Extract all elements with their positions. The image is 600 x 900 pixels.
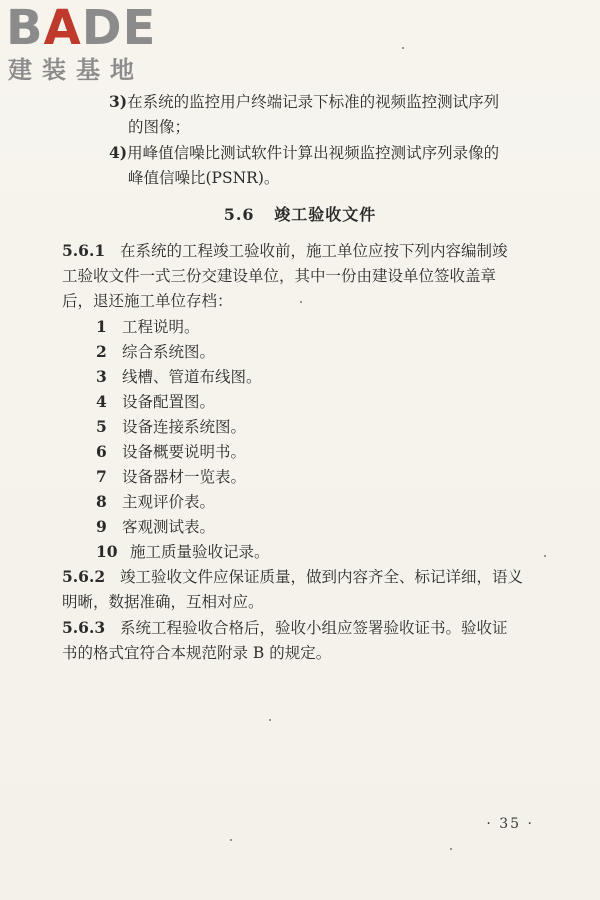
intro-item-3-line2: 的图像； [128, 118, 191, 136]
section-number: 5.6 [223, 205, 255, 224]
scan-speck [544, 555, 546, 557]
logo-subtitle: 建装基地 [8, 56, 144, 84]
bade-logo [6, 0, 176, 86]
scan-speck [230, 839, 232, 841]
clause-562-line2: 明晰，数据准确，互相对应。 [62, 593, 264, 611]
clause-563-line1: 5.6.3 系统工程验收合格后，验收小组应签署验收证书。验收证 [62, 618, 508, 637]
clause-563-number: 5.6.3 [62, 618, 106, 637]
clause-561-line1: 5.6.1 在系统的工程竣工验收前，施工单位应按下列内容编制竣 [62, 241, 508, 260]
clause-562-number: 5.6.2 [62, 567, 106, 586]
page-number: · 35 · [486, 816, 534, 832]
intro-item-4-line1: 4)用峰值信噪比测试软件计算出视频监控测试序列录像的 [109, 143, 500, 162]
scan-speck [450, 848, 452, 850]
intro-item-3-line1: 3)在系统的监控用户终端记录下标准的视频监控测试序列 [109, 92, 500, 111]
section-title: 竣工验收文件 [274, 205, 377, 224]
clause-562-line1: 5.6.2 竣工验收文件应保证质量，做到内容齐全、标记详细，语义 [62, 567, 523, 586]
clause-563-line2: 书的格式宜符合本规范附录 B 的规定。 [62, 644, 332, 662]
document-page: BADE 建装基地 3)在系统的监控用户终端记录下标准的视频监控测试序列 的图像； 4)用峰值信噪比测试软件计算出视频监控测试序列录像的 峰值信噪比(PSNR)。 5.6 竣工验收文件 5.6.1 在系统的工程竣工验收前，施工单位应按下列内容编制竣 工验收文件一式三份交建设单位，其中一份由建设单位签收盖章 后，退还施工单位存档： 1 工程说明。 2 综合系统图。 3 线槽、管道布线图。 4 设备配置图。 5 设备连接系统图。 6 设备概要说明书。 7 设备器材一览表。 8 主观评价表。 9 客观测试表。 10 施工质量验收记录。 5.6.2 竣工验收文件应保证质量，做到内容齐全、标记详细，语义 明晰，数据准确，互相对应。 5.6.3 系统工程验收合格后，验收小组应签署验收证书。验收证 书的格式宜符合本规范附录 B 的规定。 · 35 · [0, 0, 600, 900]
intro-item-4-line2: 峰值信噪比(PSNR)。 [128, 169, 280, 187]
scan-speck [300, 301, 302, 303]
clause-561-line2: 工验收文件一式三份交建设单位，其中一份由建设单位签收盖章 [62, 267, 497, 285]
clause-561-line3: 后，退还施工单位存档： [62, 292, 233, 310]
scan-speck [269, 719, 271, 721]
scan-speck [402, 47, 404, 49]
logo-wordmark: BADE [6, 0, 157, 56]
section-heading [0, 202, 600, 225]
clause-561-number: 5.6.1 [62, 241, 106, 260]
